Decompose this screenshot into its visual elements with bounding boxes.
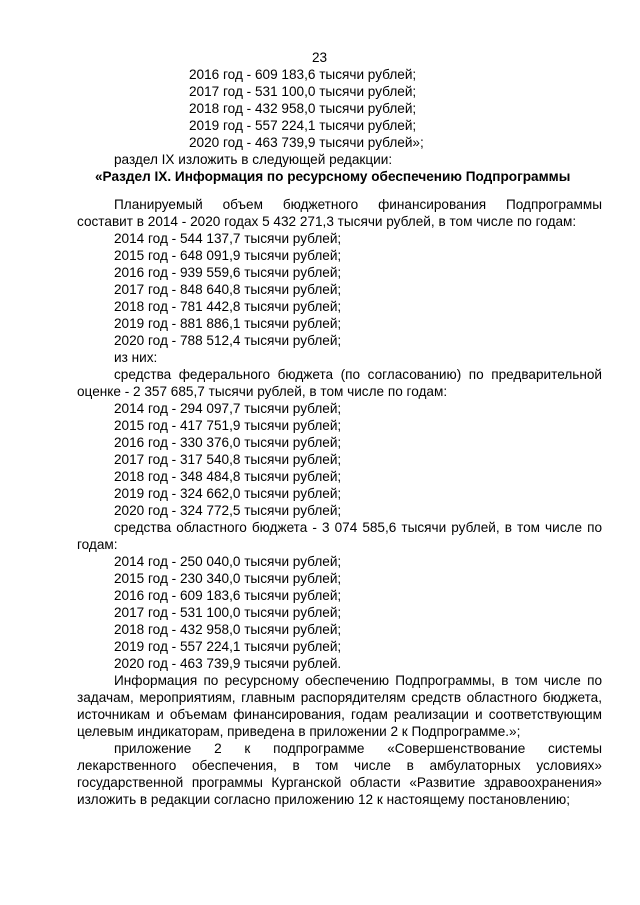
- regional-year-line: 2015 год - 230 340,0 тысячи рублей;: [114, 571, 342, 586]
- regional-year-line: 2018 год - 432 958,0 тысячи рублей;: [114, 622, 342, 637]
- regional-year-line: 2019 год - 557 224,1 тысячи рублей;: [114, 639, 342, 654]
- appendix-para-line: приложение 2 к подпрограмме «Совершенствование системы: [114, 741, 602, 756]
- page-number: 23: [312, 50, 328, 65]
- total-year-line: 2019 год - 881 886,1 тысячи рублей;: [114, 316, 342, 331]
- regional-year-line: 2020 год - 463 739,9 тысячи рублей.: [114, 656, 342, 671]
- regional-year-line: 2017 год - 531 100,0 тысячи рублей;: [114, 605, 342, 620]
- total-year-line: 2016 год - 939 559,6 тысячи рублей;: [114, 265, 342, 280]
- info-para-line: Информация по ресурсному обеспечению Подпрограммы, в том числе по: [114, 673, 602, 688]
- continuation-line: 2020 год - 463 739,9 тысячи рублей»;: [189, 135, 424, 150]
- info-para-line: целевым индикаторам, приведена в приложении 2 к Подпрограмме.»;: [77, 724, 521, 739]
- of-them-label: из них:: [114, 350, 158, 365]
- continuation-line: 2018 год - 432 958,0 тысячи рублей;: [189, 101, 417, 116]
- regional-year-line: 2016 год - 609 183,6 тысячи рублей;: [114, 588, 342, 603]
- section-instruction: раздел IX изложить в следующей редакции:: [114, 152, 393, 167]
- federal-year-line: 2016 год - 330 376,0 тысячи рублей;: [114, 435, 342, 450]
- federal-para-line: оценке - 2 357 685,7 тысячи рублей, в том числе по годам:: [77, 384, 448, 399]
- total-para-line: Планируемый объем бюджетного финансирования Подпрограммы: [114, 197, 602, 212]
- federal-year-line: 2017 год - 317 540,8 тысячи рублей;: [114, 452, 342, 467]
- total-year-line: 2018 год - 781 442,8 тысячи рублей;: [114, 299, 342, 314]
- regional-para-line: средства областного бюджета - 3 074 585,6 тысячи рублей, в том числе по: [114, 520, 602, 535]
- federal-year-line: 2014 год - 294 097,7 тысячи рублей;: [114, 401, 342, 416]
- appendix-para-line: государственной программы Курганской области «Развитие здравоохранения»: [77, 775, 602, 790]
- regional-year-line: 2014 год - 250 040,0 тысячи рублей;: [114, 554, 342, 569]
- federal-year-line: 2019 год - 324 662,0 тысячи рублей;: [114, 486, 342, 501]
- total-year-line: 2017 год - 848 640,8 тысячи рублей;: [114, 282, 342, 297]
- continuation-line: 2016 год - 609 183,6 тысячи рублей;: [189, 67, 417, 82]
- regional-para-line: годам:: [77, 537, 118, 552]
- info-para-line: источникам и объемам финансирования, годам реализации и соответствующим: [77, 707, 602, 722]
- appendix-para-line: лекарственного обеспечения, в том числе в амбулаторных условиях»: [77, 758, 602, 773]
- info-para-line: задачам, мероприятиям, главным распорядителям средств областного бюджета,: [77, 690, 602, 705]
- total-year-line: 2014 год - 544 137,7 тысячи рублей;: [114, 231, 342, 246]
- total-para-line: составит в 2014 - 2020 годах 5 432 271,3 тысячи рублей, в том числе по годам:: [77, 214, 577, 229]
- federal-year-line: 2020 год - 324 772,5 тысячи рублей;: [114, 503, 342, 518]
- total-year-line: 2015 год - 648 091,9 тысячи рублей;: [114, 248, 342, 263]
- total-year-line: 2020 год - 788 512,4 тысячи рублей;: [114, 333, 342, 348]
- federal-year-line: 2015 год - 417 751,9 тысячи рублей;: [114, 418, 342, 433]
- continuation-line: 2017 год - 531 100,0 тысячи рублей;: [189, 84, 417, 99]
- continuation-line: 2019 год - 557 224,1 тысячи рублей;: [189, 118, 417, 133]
- appendix-para-line: изложить в редакции согласно приложению 12 к настоящему постановлению;: [77, 792, 571, 807]
- section-title: «Раздел IX. Информация по ресурсному обеспечению Подпрограммы: [95, 169, 571, 184]
- federal-para-line: средства федерального бюджета (по согласованию) по предварительной: [114, 367, 602, 382]
- federal-year-line: 2018 год - 348 484,8 тысячи рублей;: [114, 469, 342, 484]
